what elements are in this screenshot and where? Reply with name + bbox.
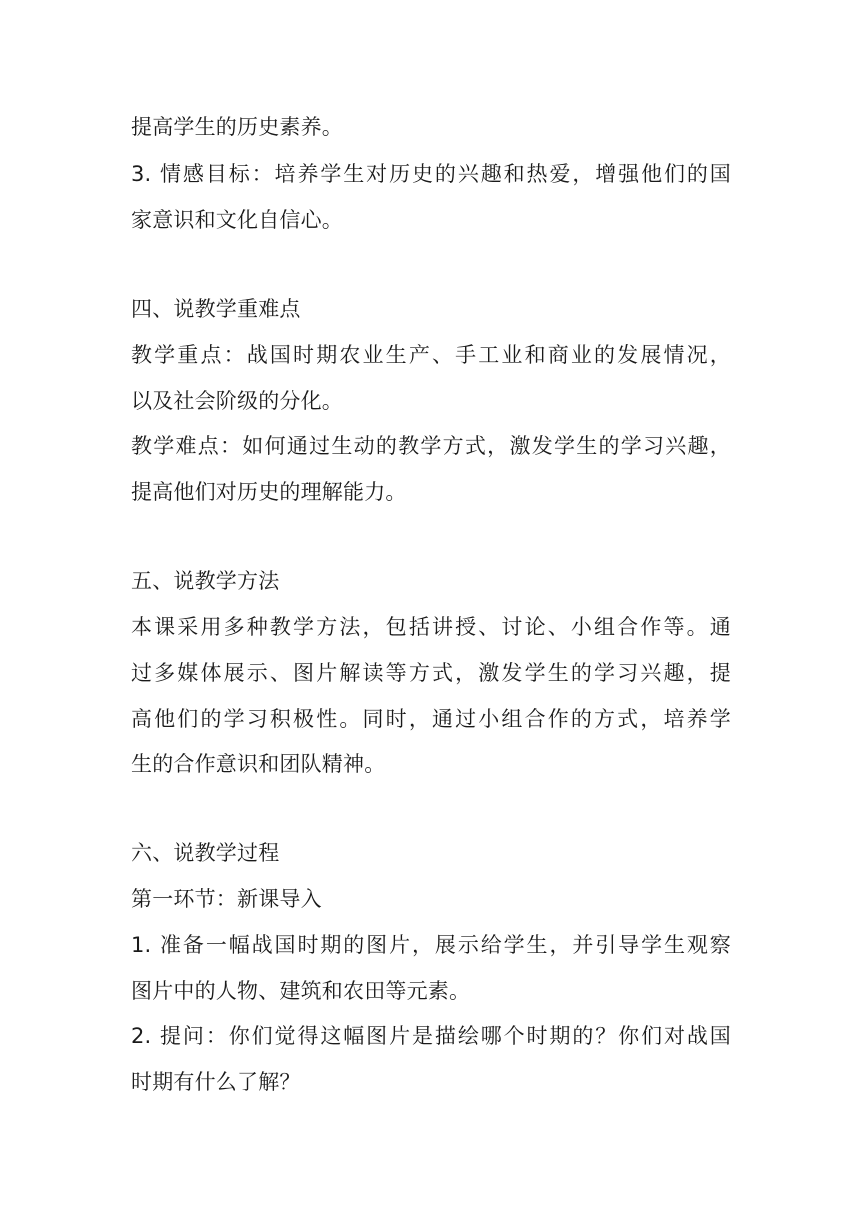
paragraph-line: 本课采用多种教学方法，包括讲授、讨论、小组合作等。通: [131, 615, 731, 639]
paragraph-line: 提高学生的历史素养。: [131, 115, 343, 139]
section-heading: 六、说教学过程: [131, 841, 280, 865]
paragraph-line: 高他们的学习积极性。同时，通过小组合作的方式，培养学: [131, 707, 731, 731]
paragraph-line: 提高他们对历史的理解能力。: [131, 480, 407, 504]
paragraph-line: 以及社会阶级的分化。: [131, 389, 343, 413]
paragraph-line: 时期有什么了解？: [131, 1070, 301, 1094]
paragraph-line: 图片中的人物、建筑和农田等元素。: [131, 979, 471, 1003]
paragraph-line: 教学重点：战国时期农业生产、手工业和商业的发展情况，: [131, 343, 731, 367]
paragraph-line: 家意识和文化自信心。: [131, 208, 343, 232]
section-heading: 四、说教学重难点: [131, 297, 301, 321]
paragraph-line: 3. 情感目标：培养学生对历史的兴趣和热爱，增强他们的国: [131, 162, 731, 186]
section-heading: 五、说教学方法: [131, 569, 280, 593]
paragraph-line: 2. 提问：你们觉得这幅图片是描绘哪个时期的？你们对战国: [131, 1024, 731, 1048]
subsection-heading: 第一环节：新课导入: [131, 887, 322, 911]
paragraph-line: 教学难点：如何通过生动的教学方式，激发学生的学习兴趣，: [131, 434, 731, 458]
paragraph-line: 1. 准备一幅战国时期的图片，展示给学生，并引导学生观察: [131, 933, 731, 957]
paragraph-line: 过多媒体展示、图片解读等方式，激发学生的学习兴趣，提: [131, 661, 731, 685]
paragraph-line: 生的合作意识和团队精神。: [131, 752, 386, 776]
